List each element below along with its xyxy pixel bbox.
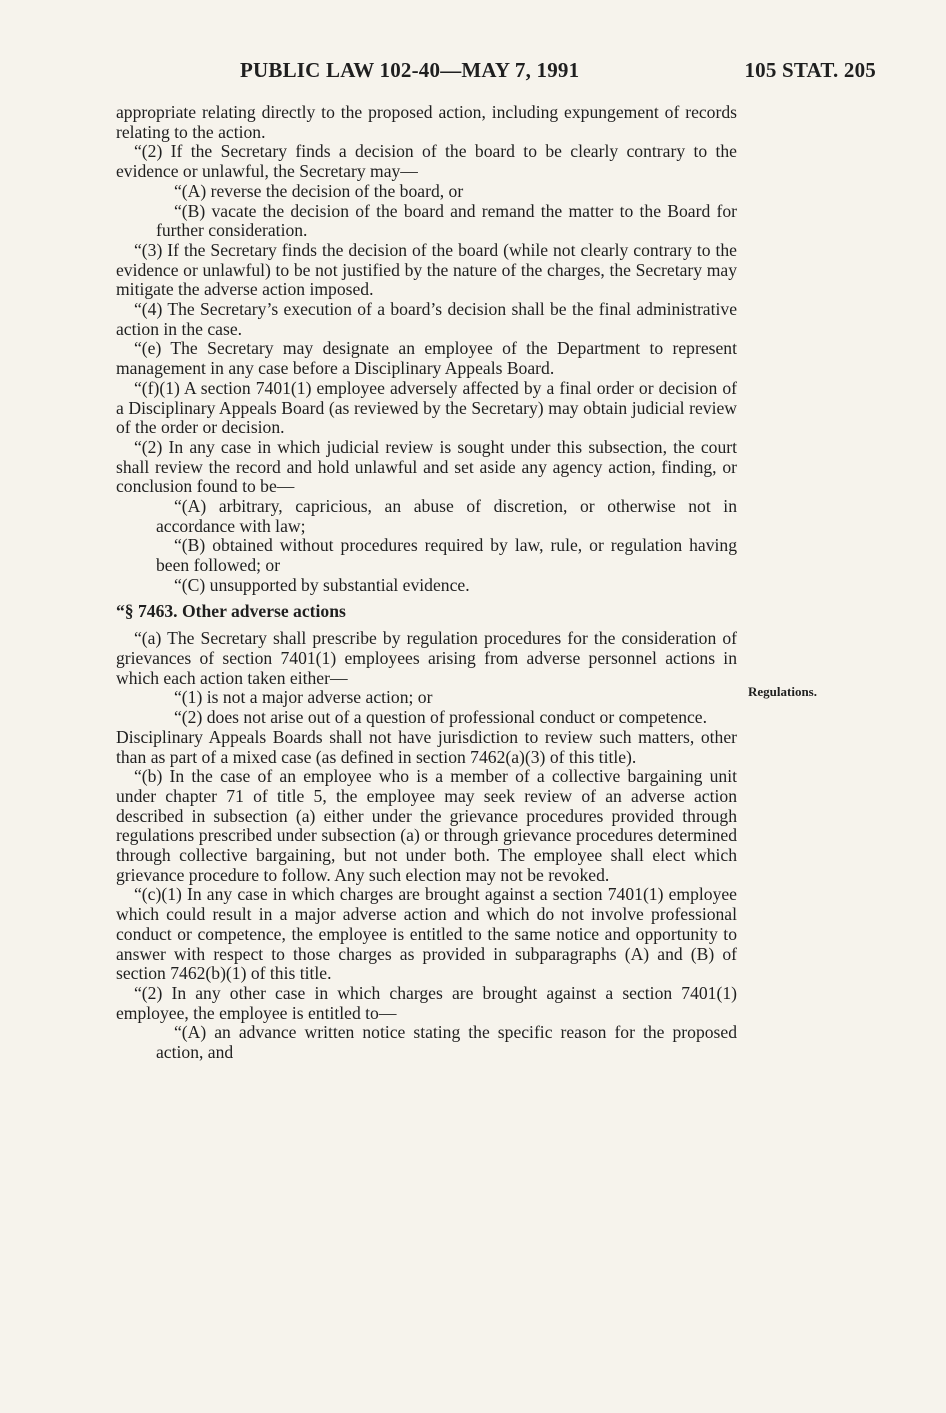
paragraph: “(a) The Secretary shall prescribe by regulation procedures for the consideration of grievances of section 7401(1) employees arising from adverse personnel actions in which each action taken either— — [116, 628, 737, 688]
subparagraph: “(B) obtained without procedures required by law, rule, or regulation having been followed; or — [156, 535, 737, 576]
subparagraph: “(C) unsupported by substantial evidence. — [174, 574, 470, 595]
section-heading: “§ 7463. Other adverse actions — [116, 600, 346, 621]
paragraph: “(2) In any other case in which charges are brought against a section 7401(1) employee, the employee is entitled to— — [116, 982, 737, 1023]
subparagraph: “(2) does not arise out of a question of professional conduct or competence. — [174, 707, 708, 728]
paragraph: “(e) The Secretary may designate an employee of the Department to represent management in any case before a Disciplinary Appeals Board. — [116, 338, 737, 379]
paragraph: “(f)(1) A section 7401(1) employee adversely affected by a final order or decision of a Disciplinary Appeals Board (as reviewed by the Secretary) may obtain judicial review of the order or decision. — [116, 377, 737, 438]
margin-note: Regulations. — [748, 684, 817, 699]
subparagraph: “(A) reverse the decision of the board, or — [174, 180, 464, 201]
body-text — [116, 103, 737, 1063]
paragraph: “(2) In any case in which judicial review is sought under this subsection, the court shall review the record and hold unlawful and set aside any agency action, finding, or conclusion found to be— — [116, 436, 737, 497]
subparagraph: “(A) arbitrary, capricious, an abuse of discretion, or otherwise not in accordance with law; — [156, 496, 737, 536]
running-head-title: PUBLIC LAW 102-40—MAY 7, 1991 — [240, 58, 580, 82]
paragraph: Disciplinary Appeals Boards shall not have jurisdiction to review such matters, other than as part of a mixed case (as defined in section 7462(a)(3) of this title). — [116, 726, 737, 767]
paragraph: “(4) The Secretary’s execution of a board’s decision shall be the final administrative action in the case. — [116, 299, 737, 339]
subparagraph: “(B) vacate the decision of the board and remand the matter to the Board for further consideration. — [156, 200, 737, 241]
statute-page-number: 105 STAT. 205 — [744, 58, 876, 82]
paragraph: appropriate relating directly to the proposed action, including expungement of records relating to the action. — [116, 102, 737, 142]
paragraph: “(c)(1) In any case in which charges are brought against a section 7401(1) employee which could result in a major adverse action and which do not involve professional conduct or competence, the employee is entitled to the same notice and opportunity to answer with respect to those charges as provided in subparagraphs (A) and (B) of section 7462(b)(1) of this title. — [116, 884, 737, 984]
subparagraph: “(1) is not a major adverse action; or — [174, 687, 433, 708]
paragraph: “(b) In the case of an employee who is a member of a collective bargaining unit under chapter 71 of title 5, the employee may seek review of an adverse action described in subsection (a) either under the grievance procedures provided through regulations prescribed under subsection (a) or through grievance procedures determined through collective bargaining, but not under both. The employee shall elect which grievance procedure to follow. Any such election may not be revoked. — [116, 766, 737, 885]
paragraph: “(2) If the Secretary finds a decision of the board to be clearly contrary to the evidence or unlawful, the Secretary may— — [116, 141, 737, 182]
subparagraph: “(A) an advance written notice stating the specific reason for the proposed action, and — [156, 1022, 737, 1063]
paragraph: “(3) If the Secretary finds the decision of the board (while not clearly contrary to the evidence or unlawful) to be not justified by the nature of the charges, the Secretary may mitigate the adverse action imposed. — [116, 239, 737, 300]
